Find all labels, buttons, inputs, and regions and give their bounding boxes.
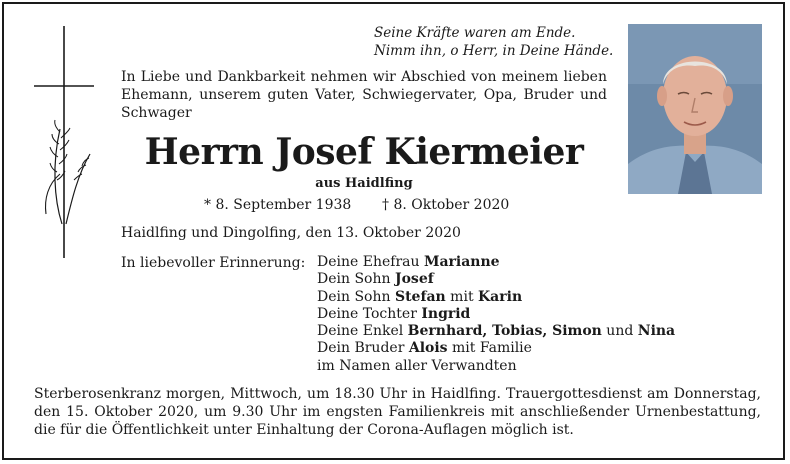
- birth-date: * 8. September 1938: [204, 197, 352, 213]
- intro-text: In Liebe und Dankbarkeit nehmen wir Abschied von meinem lieben Ehemann, unserem guten Vater, Schwiegervater, Opa, Bruder und Schwager: [121, 69, 607, 121]
- motto-line-1: Seine Kräfte waren am Ende.: [374, 25, 576, 41]
- portrait-illustration: [628, 24, 762, 194]
- service-details: Sterberosenkranz morgen, Mittwoch, um 18.30 Uhr in Haidlfing. Trauergottesdienst am Donnerstag, den 15. Oktober 2020, um 9.30 Uhr im engsten Familienkreis mit anschließender Urnenbestattung, die für die Öffentlichkeit unter Einhaltung der Corona-Auflagen möglich ist.: [34, 386, 761, 438]
- place-and-date: Haidlfing und Dingolfing, den 13. Oktober 2020: [121, 225, 461, 241]
- motto: [374, 24, 614, 60]
- obituary-notice: [2, 2, 785, 460]
- mourners-list: [317, 254, 677, 375]
- mourner-line: Deine Tochter Ingrid: [317, 305, 471, 322]
- portrait-photo: [628, 24, 762, 194]
- mourners-label: In liebevoller Erinnerung:: [121, 255, 306, 271]
- mourner-line: Deine Ehefrau Marianne: [317, 254, 500, 270]
- mourner-line: Deine Enkel Bernhard, Tobias, Simon und Nina: [317, 323, 676, 340]
- mourner-line: im Namen aller Verwandten: [317, 357, 517, 374]
- cross-with-wheat-icon: [32, 24, 96, 260]
- mourner-line: Dein Sohn Josef: [317, 271, 434, 288]
- motto-line-2: Nimm ihn, o Herr, in Deine Hände.: [374, 43, 614, 59]
- mourner-line: Dein Bruder Alois mit Familie: [317, 340, 532, 357]
- deceased-name: Herrn Josef Kiermeier: [144, 131, 584, 173]
- death-date: † 8. Oktober 2020: [382, 197, 510, 213]
- deceased-origin: aus Haidlfing: [315, 176, 413, 191]
- mourner-line: Dein Sohn Stefan mit Karin: [317, 288, 523, 305]
